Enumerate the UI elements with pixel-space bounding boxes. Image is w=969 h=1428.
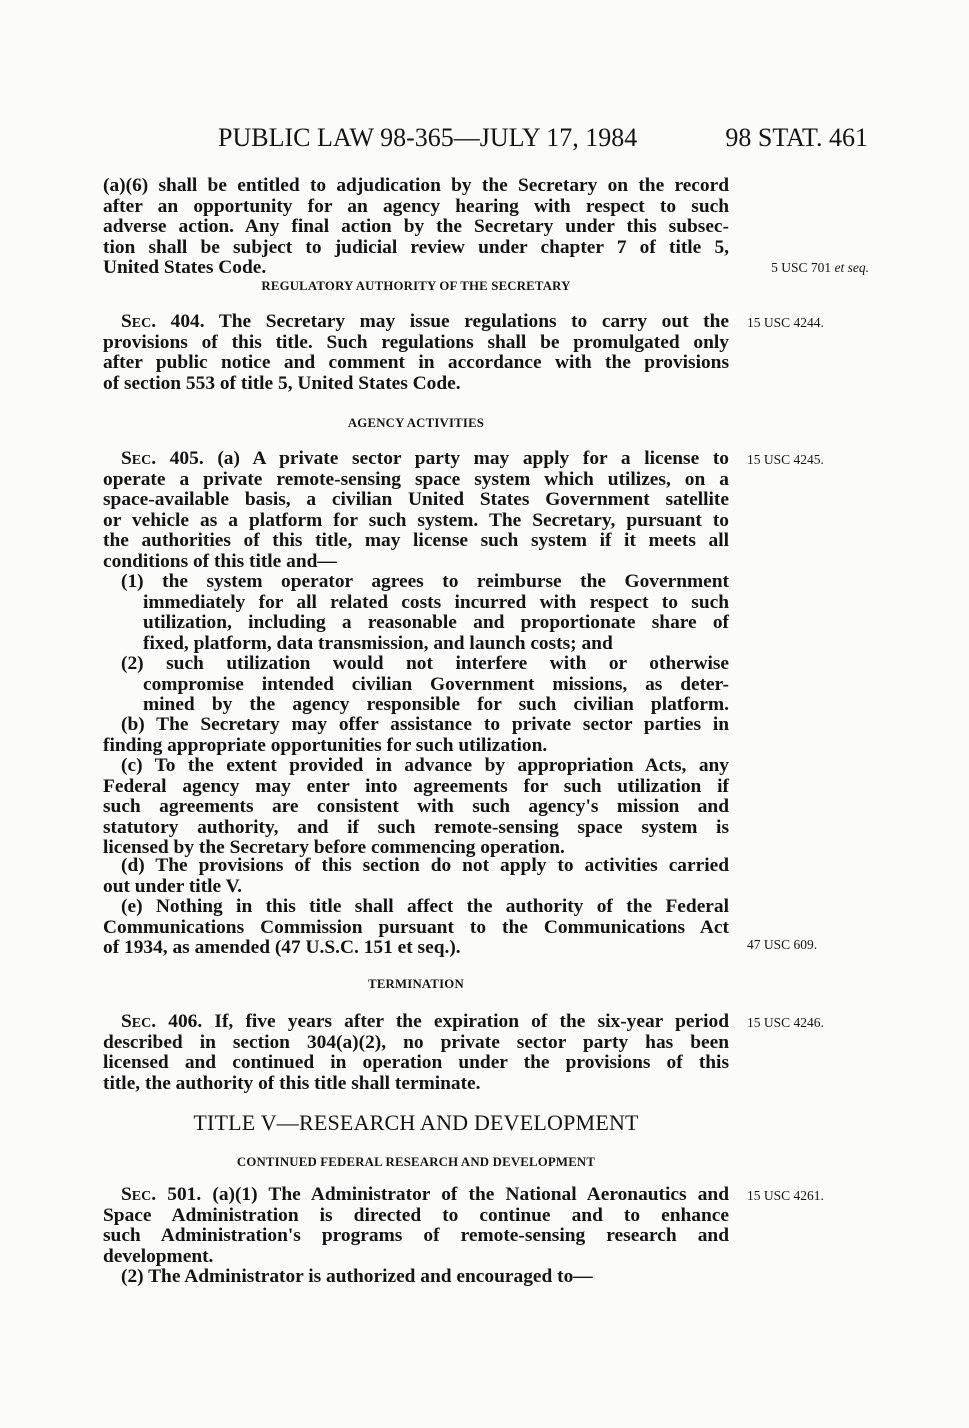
text-line: (c) To the extent provided in advance by appropriation Acts, any <box>121 755 729 776</box>
text-line <box>103 1012 729 1033</box>
text-line: (b) The Secretary may offer assistance to private sector parties in <box>121 714 729 735</box>
text-line: described in section 304(a)(2), no private sector party has been <box>103 1031 729 1053</box>
text-line: finding appropriate opportunities for such utilization. <box>103 734 548 756</box>
text-line: statutory authority, and if such remote-sensing space system is <box>103 816 729 838</box>
section-405-item-1 <box>103 572 729 654</box>
section-heading-continued: CONTINUED FEDERAL RESEARCH AND DEVELOPMENT <box>236 1155 596 1169</box>
text-line: (d) The provisions of this section do not apply to activities carried <box>121 855 729 876</box>
section-heading-regulatory: REGULATORY AUTHORITY OF THE SECRETARY <box>261 279 571 293</box>
section-405-item-2 <box>103 654 729 716</box>
text-line: the authorities of this title, may license such system if it meets all <box>103 530 729 551</box>
section-heading-agency: AGENCY ACTIVITIES <box>347 416 485 430</box>
text-line <box>103 449 729 470</box>
margin-citation-47usc609: 47 USC 609. <box>747 937 818 952</box>
margin-citation-15usc4246: 15 USC 4246. <box>747 1015 824 1030</box>
text-line: provisions of this title. Such regulations shall be promulgated only <box>103 331 729 353</box>
section-501 <box>103 1185 729 1288</box>
text-line: fixed, platform, data transmission, and launch costs; and <box>143 632 613 654</box>
text-line: such agreements are consistent with such agency's mission and <box>103 796 729 817</box>
text-line: licensed and continued in operation under the provisions of this <box>103 1052 729 1073</box>
text-line: (2) The Administrator is authorized and encouraged to— <box>121 1266 593 1287</box>
citation-suffix: et seq. <box>834 260 869 275</box>
text-line: (e) Nothing in this title shall affect the authority of the Federal <box>121 896 729 917</box>
text-line: or vehicle as a platform for such system. The Secretary, pursuant to <box>103 509 729 531</box>
section-405-a <box>103 449 729 572</box>
text-fragment: (a)(1) The Administrator of the National Aeronautics and <box>212 1184 729 1205</box>
section-405-e <box>103 897 729 959</box>
section-number: Sec. 501. <box>121 1184 202 1205</box>
text-line: title, the authority of this title shall terminate. <box>103 1072 481 1094</box>
margin-citation-5usc701 <box>749 259 869 277</box>
title-v-heading: TITLE V—RESEARCH AND DEVELOPMENT <box>193 1110 639 1135</box>
citation-text: 5 USC 701 <box>771 260 832 275</box>
text-line: conditions of this title and— <box>103 550 337 572</box>
text-line: Federal agency may enter into agreements for such utilization if <box>103 775 729 797</box>
text-line: development. <box>103 1245 214 1267</box>
text-line: licensed by the Secretary before commencing operation. <box>103 837 565 858</box>
section-number: Sec. 404. <box>121 311 205 332</box>
margin-citation-15usc4245: 15 USC 4245. <box>747 452 824 467</box>
text-line: such Administration's programs of remote-sensing research and <box>103 1225 729 1246</box>
section-405-c <box>103 756 729 859</box>
margin-citation-15usc4261: 15 USC 4261. <box>747 1188 824 1203</box>
text-line: after an opportunity for an agency hearing with respect to such <box>103 195 729 217</box>
header-law-date: PUBLIC LAW 98-365—JULY 17, 1984 <box>218 123 638 152</box>
section-406 <box>103 1012 729 1094</box>
text-fragment: The Secretary may issue regulations to carry out the <box>218 311 729 332</box>
text-line: space-available basis, a civilian United States Government satellite <box>103 489 729 510</box>
text-line: out under title V. <box>103 875 242 897</box>
section-number: Sec. 405. <box>121 448 204 469</box>
text-line <box>103 1185 729 1206</box>
paragraph-a6 <box>103 176 729 279</box>
section-405-d <box>103 856 729 897</box>
text-line: United States Code. <box>103 257 267 278</box>
text-line: immediately for all related costs incurred with respect to such <box>143 591 729 613</box>
text-line <box>103 312 729 333</box>
text-line: after public notice and comment in accordance with the provisions <box>103 352 729 373</box>
text-line: (2) such utilization would not interfere with or otherwise <box>121 653 729 674</box>
margin-citation-15usc4244: 15 USC 4244. <box>747 315 824 330</box>
header-stat-page: 98 STAT. 461 <box>725 123 868 152</box>
text-line: Communications Commission pursuant to the Communications Act <box>103 916 729 938</box>
text-line: mined by the agency responsible for such civilian platform. <box>143 694 729 715</box>
page-header <box>218 118 868 158</box>
text-line: of section 553 of title 5, United States Code. <box>103 372 461 394</box>
text-line: utilization, including a reasonable and proportionate share of <box>143 612 729 633</box>
section-heading-termination: TERMINATION <box>368 977 464 991</box>
text-line: Space Administration is directed to continue and to enhance <box>103 1204 729 1226</box>
text-fragment: (a) A private sector party may apply for a license to <box>217 448 729 469</box>
section-405-b <box>103 715 729 756</box>
text-line: (a)(6) shall be entitled to adjudication by the Secretary on the record <box>103 175 729 196</box>
section-404 <box>103 312 729 394</box>
text-line: operate a private remote-sensing space system which utilizes, on a <box>103 468 729 490</box>
text-line: compromise intended civilian Government missions, as deter- <box>143 673 729 695</box>
text-line: tion shall be subject to judicial review under chapter 7 of title 5, <box>103 236 729 258</box>
text-line: of 1934, as amended (47 U.S.C. 151 et seq.). <box>103 937 461 958</box>
text-line: adverse action. Any final action by the Secretary under this subsec- <box>103 216 729 237</box>
section-number: Sec. 406. <box>121 1011 203 1032</box>
text-line: (1) the system operator agrees to reimburse the Government <box>121 571 729 592</box>
text-fragment: If, five years after the expiration of the six-year period <box>214 1011 729 1032</box>
